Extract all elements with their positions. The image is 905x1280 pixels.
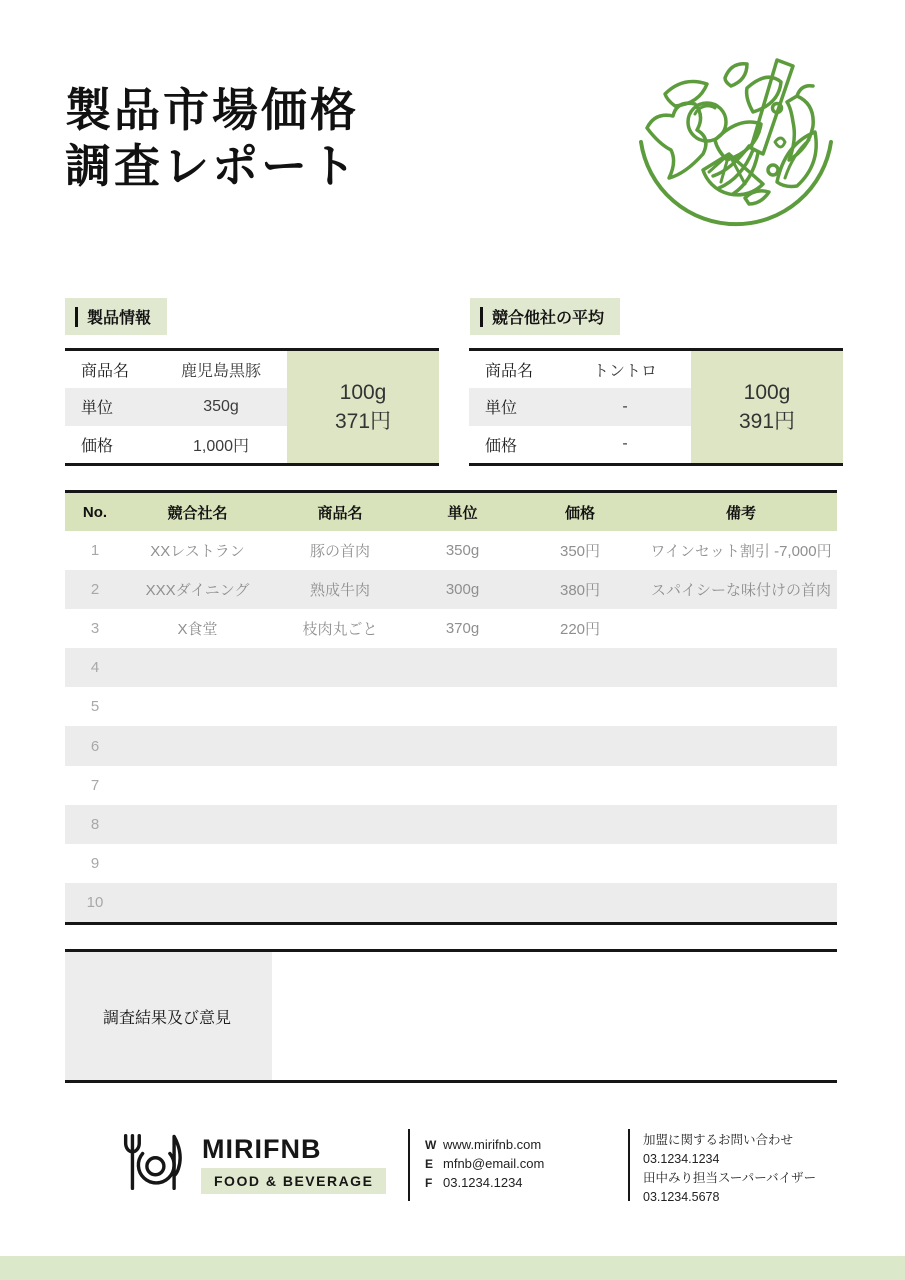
row-value: トントロ [592, 363, 657, 381]
contact-fax [425, 1175, 544, 1194]
survey-table [65, 490, 837, 925]
footer-franchise-block [643, 1131, 816, 1207]
contact-value: 03.1234.1234 [443, 1175, 523, 1190]
table-row [469, 426, 691, 463]
contact-value: www.mirifnb.com [443, 1137, 542, 1152]
table-row [65, 844, 837, 883]
cell-unit: 350g [445, 542, 480, 560]
cell-price: 350円 [559, 543, 601, 561]
cell-no: 6 [90, 737, 100, 755]
cell-note: スパイシーな味付けの首肉 [650, 582, 831, 600]
highlight-price: 371円 [334, 410, 392, 433]
bottom-accent-bar [0, 1256, 905, 1280]
cell-no: 3 [90, 620, 100, 638]
cell-no: 8 [90, 815, 100, 833]
table-row [65, 766, 837, 805]
product-unit-price-highlight [287, 351, 439, 463]
cell-no: 9 [90, 854, 100, 872]
footer-divider [408, 1129, 410, 1201]
cell-company: X食堂 [177, 621, 218, 639]
brand-name: MIRIFNB [202, 1134, 322, 1164]
col-header-company: 競合社名 [167, 504, 228, 522]
table-row [469, 351, 691, 388]
cell-no: 10 [86, 893, 104, 911]
table-row [65, 388, 287, 425]
label-accent-bar [480, 307, 483, 327]
cell-unit: 300g [445, 581, 480, 599]
page-title-line1: 製品市場価格 [65, 84, 359, 136]
survey-comments-section [65, 949, 837, 1083]
brand-tagline: FOOD & BEVERAGE [201, 1168, 386, 1194]
row-label: 商品名 [485, 363, 534, 381]
table-row [65, 648, 837, 687]
contact-website [425, 1137, 544, 1156]
salad-bowl-illustration [625, 50, 845, 235]
col-header-no: No. [82, 503, 108, 521]
franchise-line: 田中みり担当スーパーバイザー [643, 1171, 817, 1185]
table-row [65, 726, 837, 765]
row-value: 350g [203, 397, 239, 415]
comments-label-text: 調査結果及び意見 [103, 1009, 232, 1027]
highlight-unit: 100g [339, 380, 387, 404]
product-info-label-text: 製品情報 [87, 310, 152, 327]
cell-no: 7 [90, 776, 100, 794]
row-label: 価格 [81, 437, 114, 455]
cell-note: ワインセット割引 -7,000円 [650, 543, 832, 561]
cell-product: 熟成牛肉 [309, 582, 370, 600]
fork-plate-knife-logo-icon [116, 1128, 188, 1196]
col-header-price: 価格 [564, 504, 595, 522]
row-value: 鹿児島黒豚 [180, 363, 261, 381]
row-label: 単位 [81, 400, 114, 418]
franchise-line: 加盟に関するお問い合わせ [643, 1133, 794, 1147]
cell-company: XXレストラン [150, 543, 245, 561]
cell-no: 2 [90, 581, 100, 599]
row-value: 1,000円 [192, 437, 250, 455]
table-row [65, 609, 837, 648]
cell-no: 1 [90, 542, 100, 560]
cell-product: 豚の首肉 [309, 543, 370, 561]
survey-table-header [65, 493, 837, 531]
franchise-line: 03.1234.1234 [643, 1152, 720, 1166]
contact-key: F [425, 1176, 433, 1190]
row-label: 価格 [485, 437, 518, 455]
table-row [65, 426, 287, 463]
table-row [65, 570, 837, 609]
cell-product: 枝肉丸ごと [302, 621, 378, 639]
page-title [65, 82, 359, 194]
contact-email [425, 1156, 544, 1175]
row-label: 単位 [485, 400, 518, 418]
table-row [65, 531, 837, 570]
footer-divider [628, 1129, 630, 1201]
product-info-rows [65, 351, 287, 463]
page-title-line2: 調査レポート [65, 140, 359, 193]
survey-table-body [65, 531, 837, 925]
competitor-avg-table [469, 348, 843, 466]
col-header-product: 商品名 [317, 504, 363, 522]
competitor-avg-section-label [470, 298, 620, 335]
contact-key: E [425, 1157, 434, 1171]
table-row [65, 883, 837, 922]
highlight-unit: 100g [743, 380, 791, 404]
table-row [65, 351, 287, 388]
competitor-avg-rows [469, 351, 691, 463]
footer-contact-block [425, 1137, 544, 1194]
table-row [65, 805, 837, 844]
product-info-section-label [65, 298, 167, 335]
product-info-table [65, 348, 439, 466]
contact-key: W [425, 1138, 437, 1152]
contact-value: mfnb@email.com [443, 1156, 545, 1171]
cell-company: XXXダイニング [145, 582, 250, 600]
row-value: - [622, 435, 628, 453]
competitor-unit-price-highlight [691, 351, 843, 463]
cell-price: 220円 [559, 621, 601, 639]
comments-label-box [65, 952, 272, 1080]
col-header-note: 備考 [725, 504, 756, 522]
row-label: 商品名 [81, 363, 130, 381]
row-value: - [622, 397, 628, 415]
col-header-unit: 単位 [447, 504, 478, 522]
table-row [469, 388, 691, 425]
cell-price: 380円 [559, 582, 601, 600]
highlight-price: 391円 [738, 410, 796, 433]
table-row [65, 687, 837, 726]
label-accent-bar [75, 307, 78, 327]
cell-no: 5 [90, 698, 100, 716]
franchise-line: 03.1234.5678 [643, 1190, 720, 1204]
cell-no: 4 [90, 659, 100, 677]
cell-unit: 370g [445, 620, 480, 638]
competitor-avg-label-text: 競合他社の平均 [492, 310, 605, 327]
